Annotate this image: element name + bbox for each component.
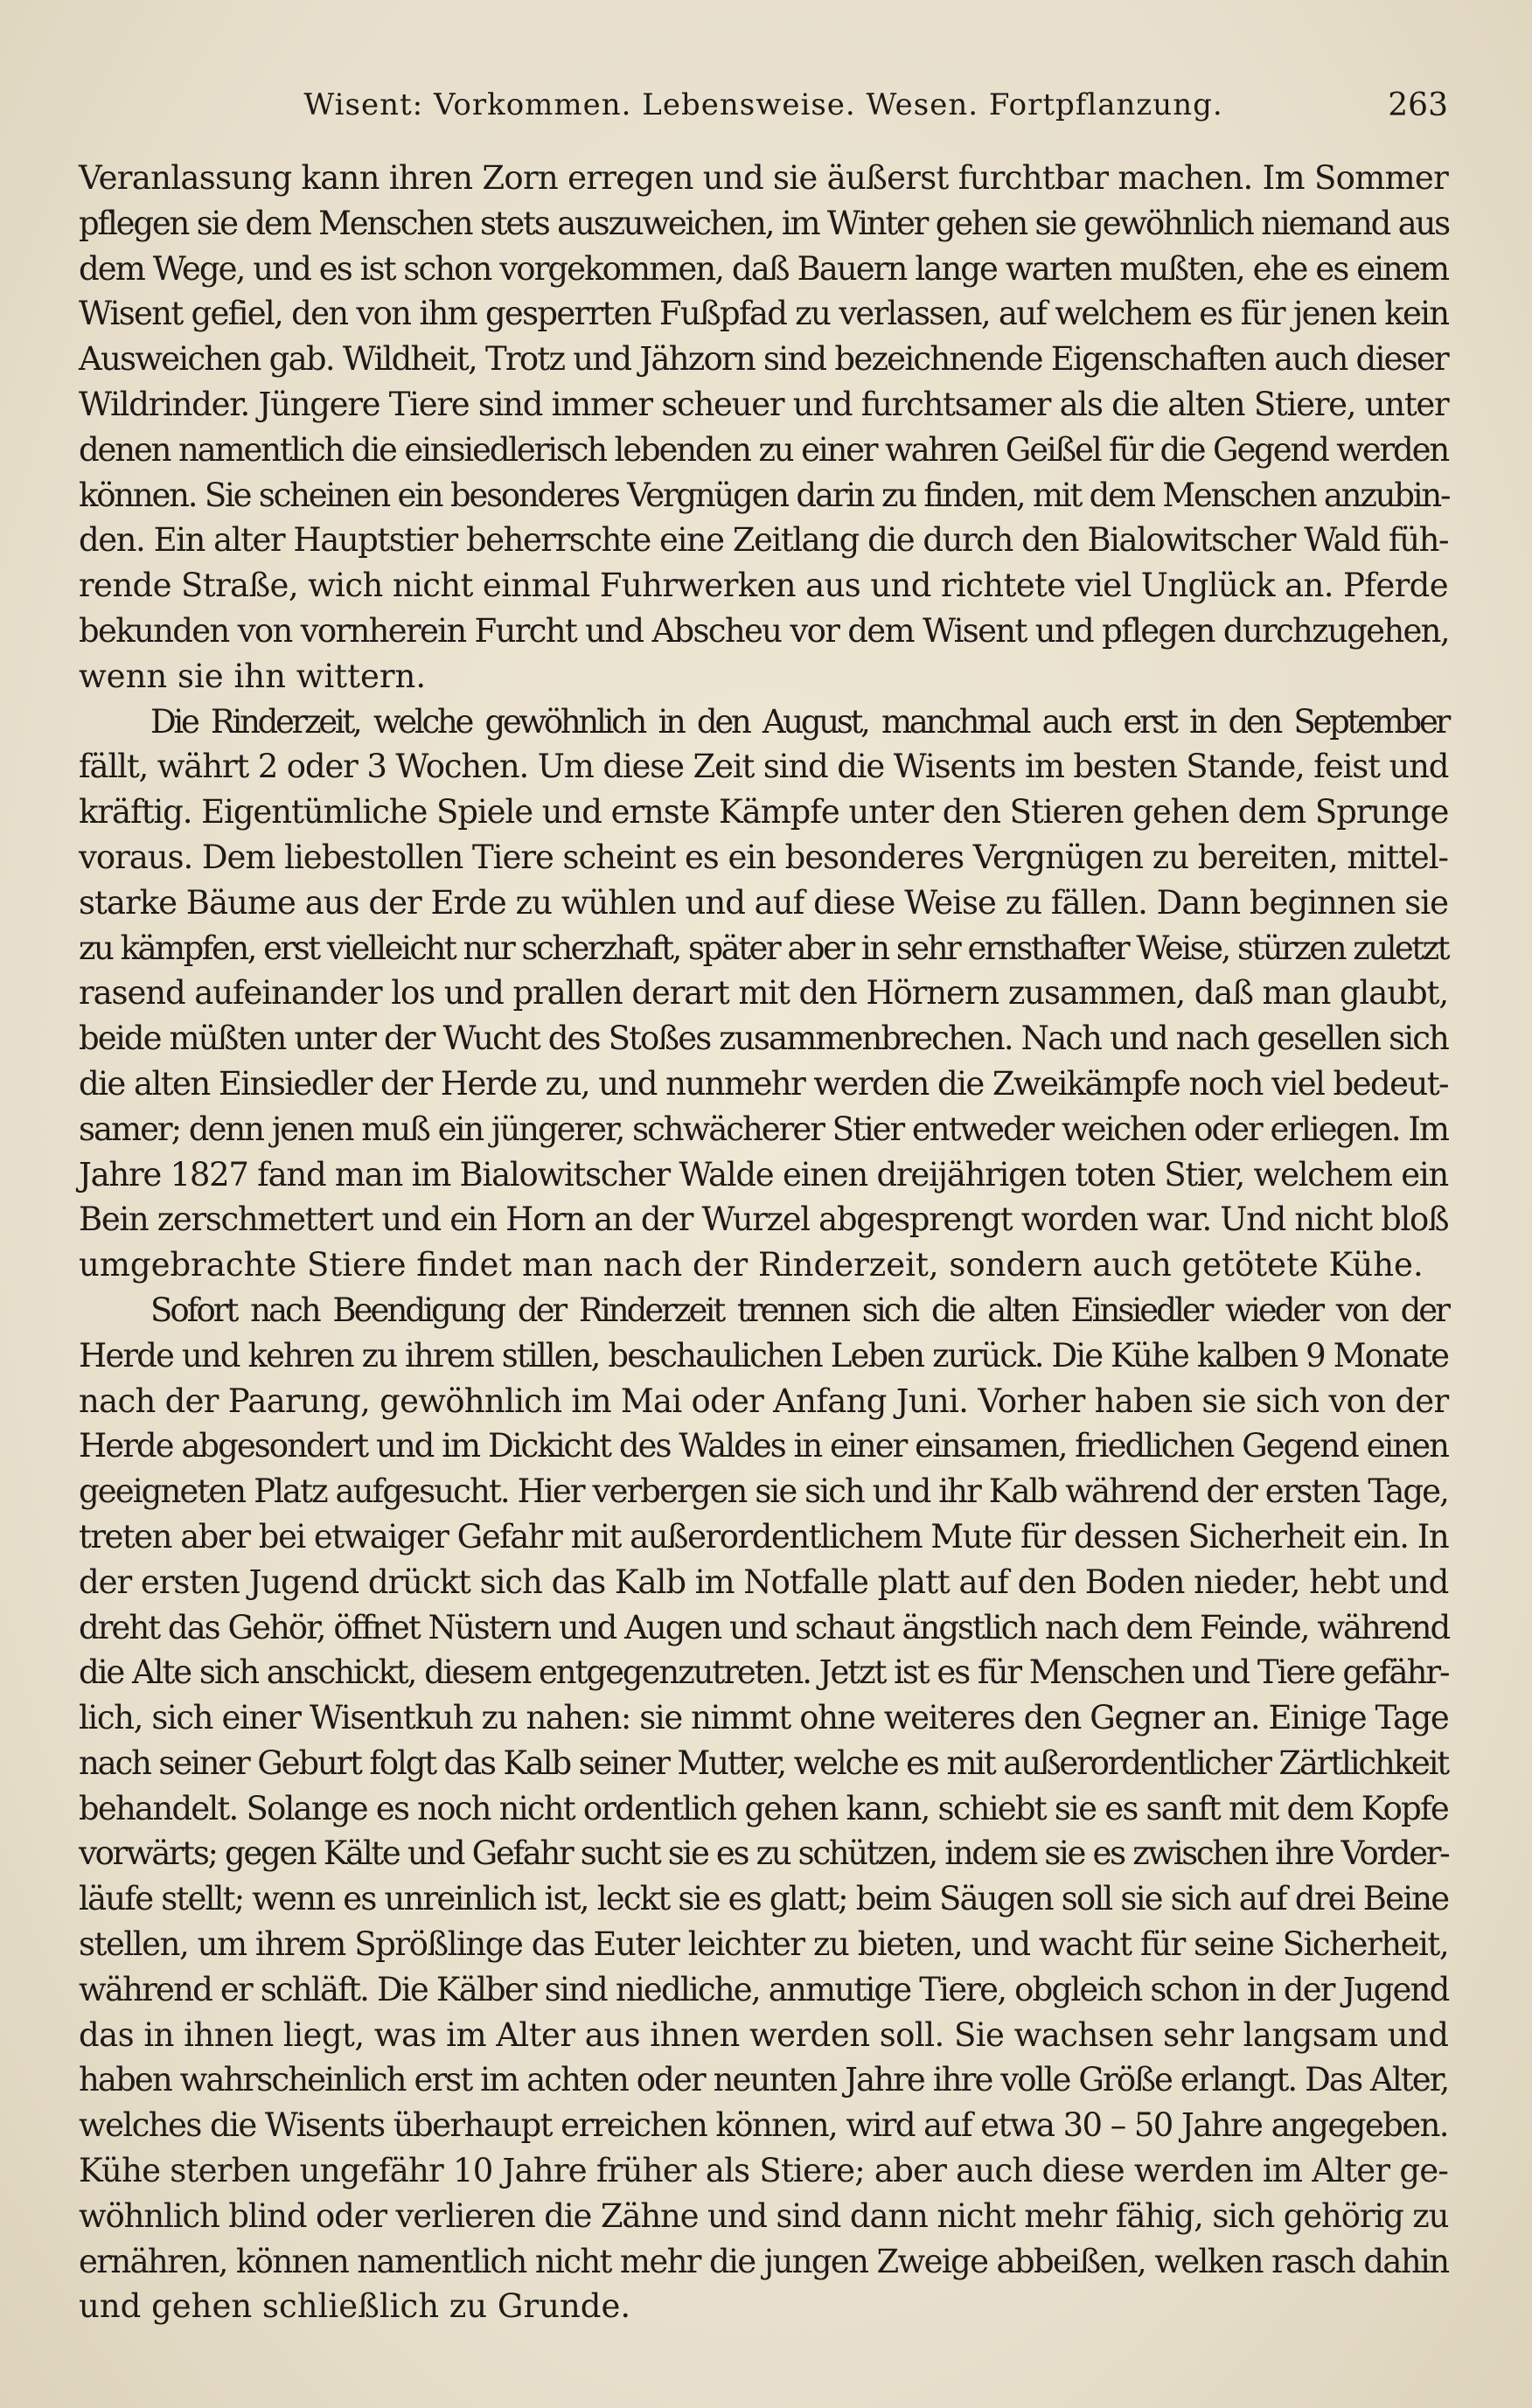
text-line: lich, sich einer Wisentkuh zu nahen: sie nimmt ohne weiteres den Gegner an. Einige Tage [79, 1699, 1449, 1737]
text-line: behandelt. Solange es noch nicht ordentlich gehen kann, schiebt sie es sanft mit dem Kopfe [79, 1789, 1448, 1827]
text-line: die alten Einsiedler der Herde zu, und nunmehr werden die Zweikämpfe noch viel bedeut- [79, 1064, 1448, 1103]
text-line: Bein zerschmettert und ein Horn an der Wurzel abgesprengt worden war. Und nicht bloß [79, 1201, 1449, 1239]
text-line: dreht das Gehör, öffnet Nüstern und Augen und schaut ängstlich nach dem Feinde, während [79, 1608, 1450, 1646]
text-line: umgebrachte Stiere findet man nach der Rinderzeit, sondern auch getötete Kühe. [79, 1246, 1424, 1284]
text-line: rasend aufeinander los und prallen derart mit den Hörnern zusammen, daß man glaubt, [79, 974, 1448, 1013]
text-line: Herde abgesondert und im Dickicht des Waldes in einer einsamen, friedlichen Gegend einen [79, 1427, 1448, 1465]
text-line: rende Straße, wich nicht einmal Fuhrwerken aus und richtete viel Unglück an. Pferde [79, 567, 1448, 605]
text-line: haben wahrscheinlich erst im achten oder neunten Jahre ihre volle Größe erlangt. Das Alter, [79, 2061, 1449, 2099]
text-line: bekunden von vornherein Furcht und Abscheu vor dem Wisent und pflegen durchzugehen, [79, 611, 1449, 650]
text-line: voraus. Dem liebestollen Tiere scheint es ein besonderes Vergnügen zu bereiten, mittel- [79, 838, 1448, 876]
text-line: kräftig. Eigentümliche Spiele und ernste Kämpfe unter den Stieren gehen dem Sprunge [79, 793, 1449, 832]
text-line: nach der Paarung, gewöhnlich im Mai oder Anfang Juni. Vorher haben sie sich von der [79, 1381, 1449, 1420]
text-line: die Alte sich anschickt, diesem entgegenzutreten. Jetzt ist es für Menschen und Tiere gefähr- [79, 1653, 1449, 1692]
text-line: wenn sie ihn wittern. [79, 657, 427, 695]
text-line: wöhnlich blind oder verlieren die Zähne und sind dann nicht mehr fähig, sich gehörig zu [79, 2196, 1449, 2235]
text-line: der ersten Jugend drückt sich das Kalb im Notfalle platt auf den Boden nieder, hebt und [79, 1562, 1449, 1601]
text-line: während er schläft. Die Kälber sind niedliche, anmutige Tiere, obgleich schon in der Jugend [79, 1970, 1449, 2008]
text-line: Herde und kehren zu ihrem stillen, beschaulichen Leben zurück. Die Kühe kalben 9 Monate [79, 1336, 1449, 1375]
text-line: denen namentlich die einsiedlerisch lebenden zu einer wahren Geißel für die Gegend werden [79, 430, 1448, 469]
text-line: Veranlassung kann ihren Zorn erregen und sie äußerst furchtbar machen. Im Sommer [79, 159, 1449, 197]
text-line: Jahre 1827 fand man im Bialowitscher Walde einen dreijährigen toten Stier, welchem ein [79, 1155, 1448, 1194]
paragraph-1 [79, 156, 1448, 699]
text-line: das in ihnen liegt, was im Alter aus ihnen werden soll. Sie wachsen sehr langsam und [79, 2015, 1449, 2054]
text-line: pflegen sie dem Menschen stets auszuweichen, im Winter gehen sie gewöhnlich niemand aus [79, 204, 1449, 242]
text-line: Sofort nach Beendigung der Rinderzeit trennen sich die alten Einsiedler wieder von der [150, 1291, 1448, 1329]
text-line: fällt, währt 2 oder 3 Wochen. Um diese Zeit sind die Wisents im besten Stande, feist und [79, 748, 1449, 786]
text-line: dem Wege, und es ist schon vorgekommen, daß Bauern lange warten mußten, ehe es einem [79, 249, 1449, 288]
text-line: ernähren, können namentlich nicht mehr die jungen Zweige abbeißen, welken rasch dahin [79, 2242, 1449, 2280]
text-line: läufe stellt; wenn es unreinlich ist, leckt sie es glatt; beim Säugen soll sie sich auf drei Beine [79, 1880, 1449, 1918]
text-line: Kühe sterben ungefähr 10 Jahre früher als Stiere; aber auch diese werden im Alter ge- [79, 2152, 1449, 2190]
text-line: stellen, um ihrem Sprößlinge das Euter leichter zu bieten, und wacht für seine Sicherheit, [79, 1925, 1449, 1964]
text-line: Ausweichen gab. Wildheit, Trotz und Jähzorn sind bezeichnende Eigenschaften auch dieser [79, 340, 1448, 379]
text-line: Wildrinder. Jüngere Tiere sind immer scheuer und furchtsamer als die alten Stiere, unter [79, 385, 1449, 423]
page-number: 263 [1388, 87, 1448, 123]
running-title: Wisent: Vorkommen. Lebensweise. Wesen. Fortpflanzung. [303, 87, 1223, 122]
text-line: beide müßten unter der Wucht des Stoßes zusammenbrechen. Nach und nach gesellen sich [79, 1020, 1448, 1058]
text-line: Die Rinderzeit, welche gewöhnlich in den August, manchmal auch erst in den September [150, 702, 1448, 741]
text-line: können. Sie scheinen ein besonderes Vergnügen darin zu finden, mit dem Menschen anzubin- [79, 476, 1450, 514]
text-line: nach seiner Geburt folgt das Kalb seiner Mutter, welche es mit außerordentlicher Zärtlichkeit [79, 1743, 1448, 1782]
text-line: Wisent gefiel, den von ihm gesperrten Fußpfad zu verlassen, auf welchem es für jenen kein [79, 295, 1449, 333]
text-line: und gehen schließlich zu Grunde. [79, 2287, 631, 2326]
text-line: vorwärts; gegen Kälte und Gefahr sucht sie es zu schützen, indem sie es zwischen ihre Vorder- [79, 1834, 1449, 1873]
paragraph-2 [79, 699, 1448, 1288]
text-line: zu kämpfen, erst vielleicht nur scherzhaft, später aber in sehr ernsthafter Weise, stürzen zuletzt [79, 929, 1448, 967]
text-line: samer; denn jenen muß ein jüngerer, schwächerer Stier entweder weichen oder erliegen. Im [79, 1110, 1448, 1148]
text-line: geeigneten Platz aufgesucht. Hier verbergen sie sich und ihr Kalb während der ersten Tage, [79, 1472, 1448, 1511]
text-line: welches die Wisents überhaupt erreichen können, wird auf etwa 30 – 50 Jahre angegeben. [79, 2106, 1448, 2145]
running-head [79, 80, 1448, 135]
text-line: treten aber bei etwaiger Gefahr mit außerordentlichem Mute für dessen Sicherheit ein. In [79, 1517, 1449, 1555]
paragraph-3 [79, 1288, 1448, 2329]
body-text [79, 156, 1448, 2329]
text-line: starke Bäume aus der Erde zu wühlen und auf diese Weise zu fällen. Dann beginnen sie [79, 883, 1448, 922]
text-line: den. Ein alter Hauptstier beherrschte eine Zeitlang die durch den Bialowitscher Wald füh- [79, 521, 1448, 560]
